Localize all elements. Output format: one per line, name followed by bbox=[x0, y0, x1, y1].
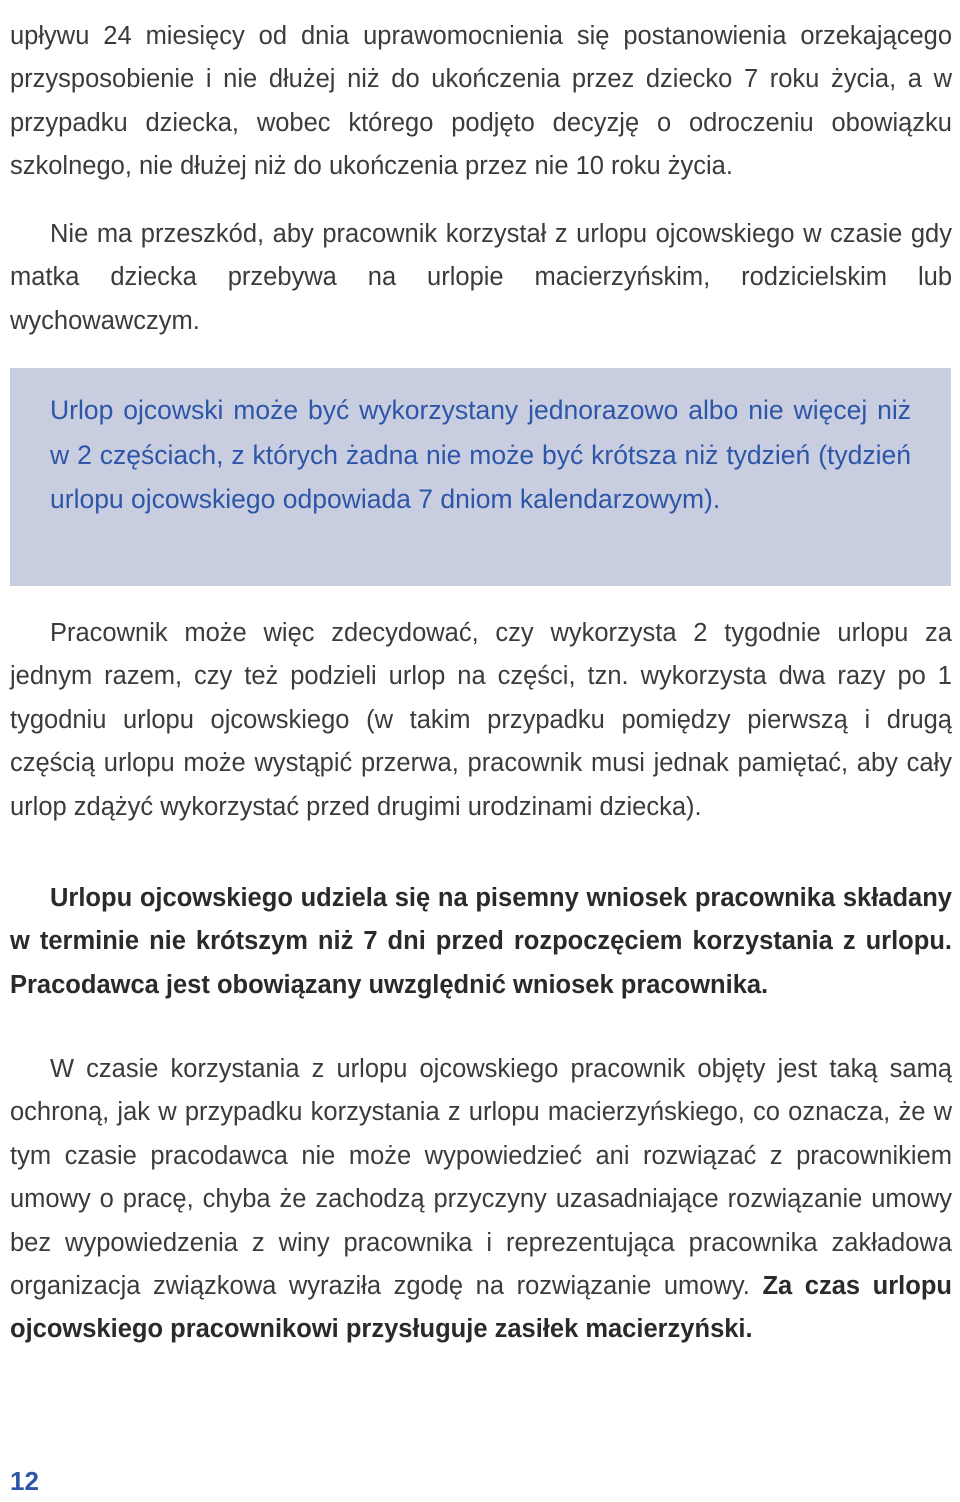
paragraph-continuation: upływu 24 miesięcy od dnia uprawomocnienia się postanowienia orzekającego przysposobienie i nie dłużej niż do ukończenia przez dziecko 7 roku życia, a w przypadku dziecka, wobec którego podjęto decyzję o odroczeniu obowiązku szkolnego, nie dłużej niż do ukończenia przez nie 10 roku życia. bbox=[10, 22, 952, 181]
paragraph-written-request bbox=[10, 877, 952, 1007]
callout-text: Urlop ojcowski może być wykorzystany jednorazowo albo nie więcej niż w 2 częściach, z których żadna nie może być krótsza niż tydzień (tydzień urlopu ojcowskiego odpowiada 7 dniom kalendarzowym). bbox=[50, 395, 911, 514]
callout-box bbox=[10, 368, 951, 586]
protection-text: W czasie korzystania z urlopu ojcowskiego pracownik objęty jest taką samą ochroną, jak w przypadku korzystania z urlopu macierzyńskiego, co oznacza, że w tym czasie pracodawca nie może wypowiedzieć ani rozwiązać z pracownikiem umowy o pracę, chyba że zachodzą przyczyny uzasadniające rozwiązanie umowy bez wypowiedzenia z winy pracownika i reprezentująca pracownika zakładowa organizacja związkowa wyraziła zgodę na rozwiązanie umowy. bbox=[10, 1055, 952, 1301]
benefit-bold: Za czas urlopu ojcowskiego pracownikowi przysługuje zasiłek macierzyński. bbox=[10, 1272, 952, 1344]
paragraph-split-leave: Pracownik może więc zdecydować, czy wykorzysta 2 tygodnie urlopu za jednym razem, czy też podzieli urlop na części, tzn. wykorzysta dwa razy po 1 tygodniu urlopu ojcowskiego (w takim przypadku pomiędzy pierwszą i drugą częścią urlopu może wystąpić przerwa, pracownik musi jednak pamiętać, aby cały urlop zdążyć wykorzystać przed drugimi urodzinami dziecka). bbox=[10, 619, 952, 821]
written-request-bold: Urlopu ojcowskiego udziela się na pisemny wniosek pracownika składany w terminie nie krótszym niż 7 dni przed rozpoczęciem korzystania z urlopu. Pracodawca jest obowiązany uwzględnić wniosek pracownika. bbox=[10, 884, 952, 999]
paragraph-protection bbox=[10, 1048, 952, 1352]
paragraph-no-obstacles: Nie ma przeszkód, aby pracownik korzystał z urlopu ojcowskiego w czasie gdy matka dziecka przebywa na urlopie macierzyńskim, rodzicielskim lub wychowawczym. bbox=[10, 220, 952, 335]
page-number: 12 bbox=[10, 1466, 39, 1496]
